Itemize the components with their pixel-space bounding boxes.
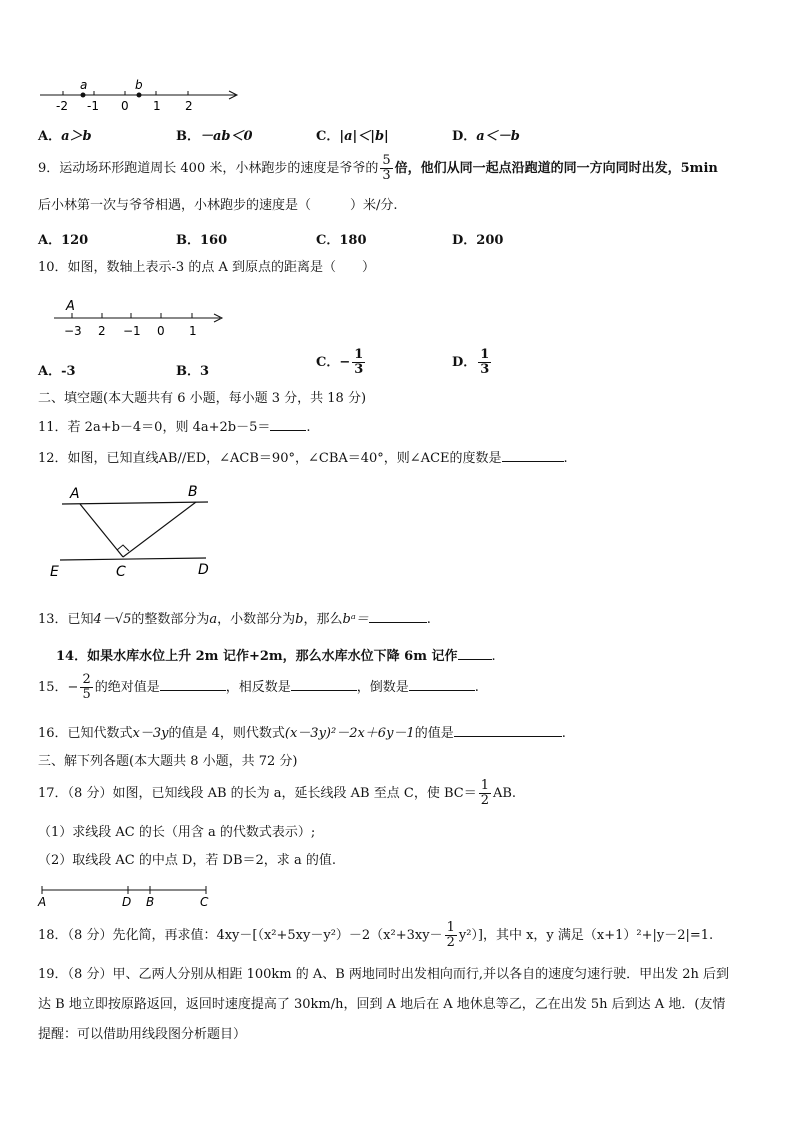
q17-text: 17．（8 分）如图，已知线段 AB 的长为 a，延长线段 AB 至点 C，使 BC＝ $\frac{1}{2}$ AB. [38, 778, 517, 808]
seg-label-A: A [38, 895, 47, 909]
point-b [137, 93, 142, 98]
tick-label: 2 [185, 99, 193, 113]
number-line-q10 [52, 296, 232, 340]
q13-text: 13．已知4－√5的整数部分为a，小数部分为b，那么bᵃ＝ . [38, 608, 431, 629]
q19-line-3: 提醒：可以借助用线段图分析题目） [38, 1027, 247, 1042]
section-3-heading: 三、解下列各题(本大题共 8 小题，共 72 分) [38, 754, 298, 769]
seg-label-D: D [122, 895, 132, 909]
q8-option-c: C．|a|＜|b| [316, 129, 389, 144]
label-E: E [50, 564, 59, 580]
q18-text: 18．（8 分）先化简，再求值：4xy－[（x²+5xy－y²）－2（x²+3xy－ $\frac{1}{2}$ y²）]，其中 x，y 满足（x+1）²+|y－2|=1. [38, 920, 714, 950]
q19-line-2: 达 B 地立即按原路返回，返回时速度提高了 30km/h，回到 A 地后在 A 地休息等乙，乙在出发 5h 后到达 A 地．(友情 [38, 997, 726, 1012]
label-C: C [116, 564, 126, 580]
seg-label-C: C [200, 895, 209, 909]
q9-option-a: A．120 [38, 233, 89, 248]
q19-line-1: 19．（8 分）甲、乙两人分别从相距 100km 的 A、B 两地同时出发相向而行,并以各自的速度匀速行驶．甲出发 2h 后到 [38, 967, 729, 982]
q8-option-b: B．－ab＜0 [176, 129, 253, 144]
q17-sub-1: （1）求线段 AC 的长（用含 a 的代数式表示）; [38, 825, 316, 840]
q15-text: 15．− $\frac{2}{5}$ 的绝对值是 ，相反数是 ，倒数是 . [38, 672, 479, 702]
tick-label: 1 [189, 324, 197, 338]
q11-text: 11．若 2a+b－4＝0，则 4a+2b－5＝ . [38, 416, 311, 437]
q8-option-d: D．a＜－b [452, 129, 520, 144]
tick-label: -1 [87, 99, 99, 113]
q17-sub-2: （2）取线段 AC 的中点 D，若 DB＝2，求 a 的值. [38, 853, 336, 868]
q10-text: 10．如图，数轴上表示-3 的点 A 到原点的距离是（ ） [38, 260, 375, 275]
tick-label: −3 [64, 324, 82, 338]
q8-option-a: A．a＞b [38, 129, 92, 144]
q12-figure [46, 482, 226, 582]
q16-text: 16．已知代数式x－3y的值是 4，则代数式(x－3y)²－2x＋6y－1的值是 . [38, 722, 566, 743]
q14-text: 14．如果水库水位上升 2m 记作+2m，那么水库水位下降 6m 记作 . [56, 645, 496, 666]
point-a-label: A [66, 299, 75, 314]
q9-option-b: B．160 [176, 233, 228, 248]
label-D: D [198, 562, 209, 578]
q10-option-a: A．-3 [38, 364, 76, 379]
q9-option-c: C．180 [316, 233, 367, 248]
point-a [81, 93, 86, 98]
q10-option-d: D． $\frac{1}{3}$ [452, 347, 490, 377]
tick-label: 0 [157, 324, 165, 338]
number-line-q8 [36, 76, 246, 114]
label-A: A [70, 486, 80, 502]
q17-segment-figure [36, 880, 216, 910]
tick-label: -2 [56, 99, 68, 113]
q12-text: 12．如图，已知直线AB//ED，∠ACB＝90°，∠CBA＝40°，则∠ACE的度数是 . [38, 447, 568, 468]
label-B: B [188, 484, 198, 500]
q10-option-c: C．− $\frac{1}{3}$ [316, 347, 364, 377]
section-2-heading: 二、填空题(本大题共有 6 小题，每小题 3 分，共 18 分) [38, 391, 367, 406]
seg-label-B: B [146, 895, 155, 909]
tick-label: 1 [153, 99, 161, 113]
q9-option-d: D．200 [452, 233, 504, 248]
q9-text-line2: 后小林第一次与爷爷相遇，小林跑步的速度是（ ）米/分. [38, 198, 398, 213]
q9-text-line1: 9．运动场环形跑道周长 400 米，小林跑步的速度是爷爷的 $\frac{5}{3}$ 倍，他们从同一起点沿跑道的同一方向同时出发，5min [38, 153, 718, 183]
q10-option-b: B．3 [176, 364, 210, 379]
label-b: b [135, 78, 143, 92]
label-a: a [80, 78, 88, 92]
tick-label: 0 [121, 99, 129, 113]
tick-label: −1 [123, 324, 141, 338]
tick-label: 2 [98, 324, 106, 338]
